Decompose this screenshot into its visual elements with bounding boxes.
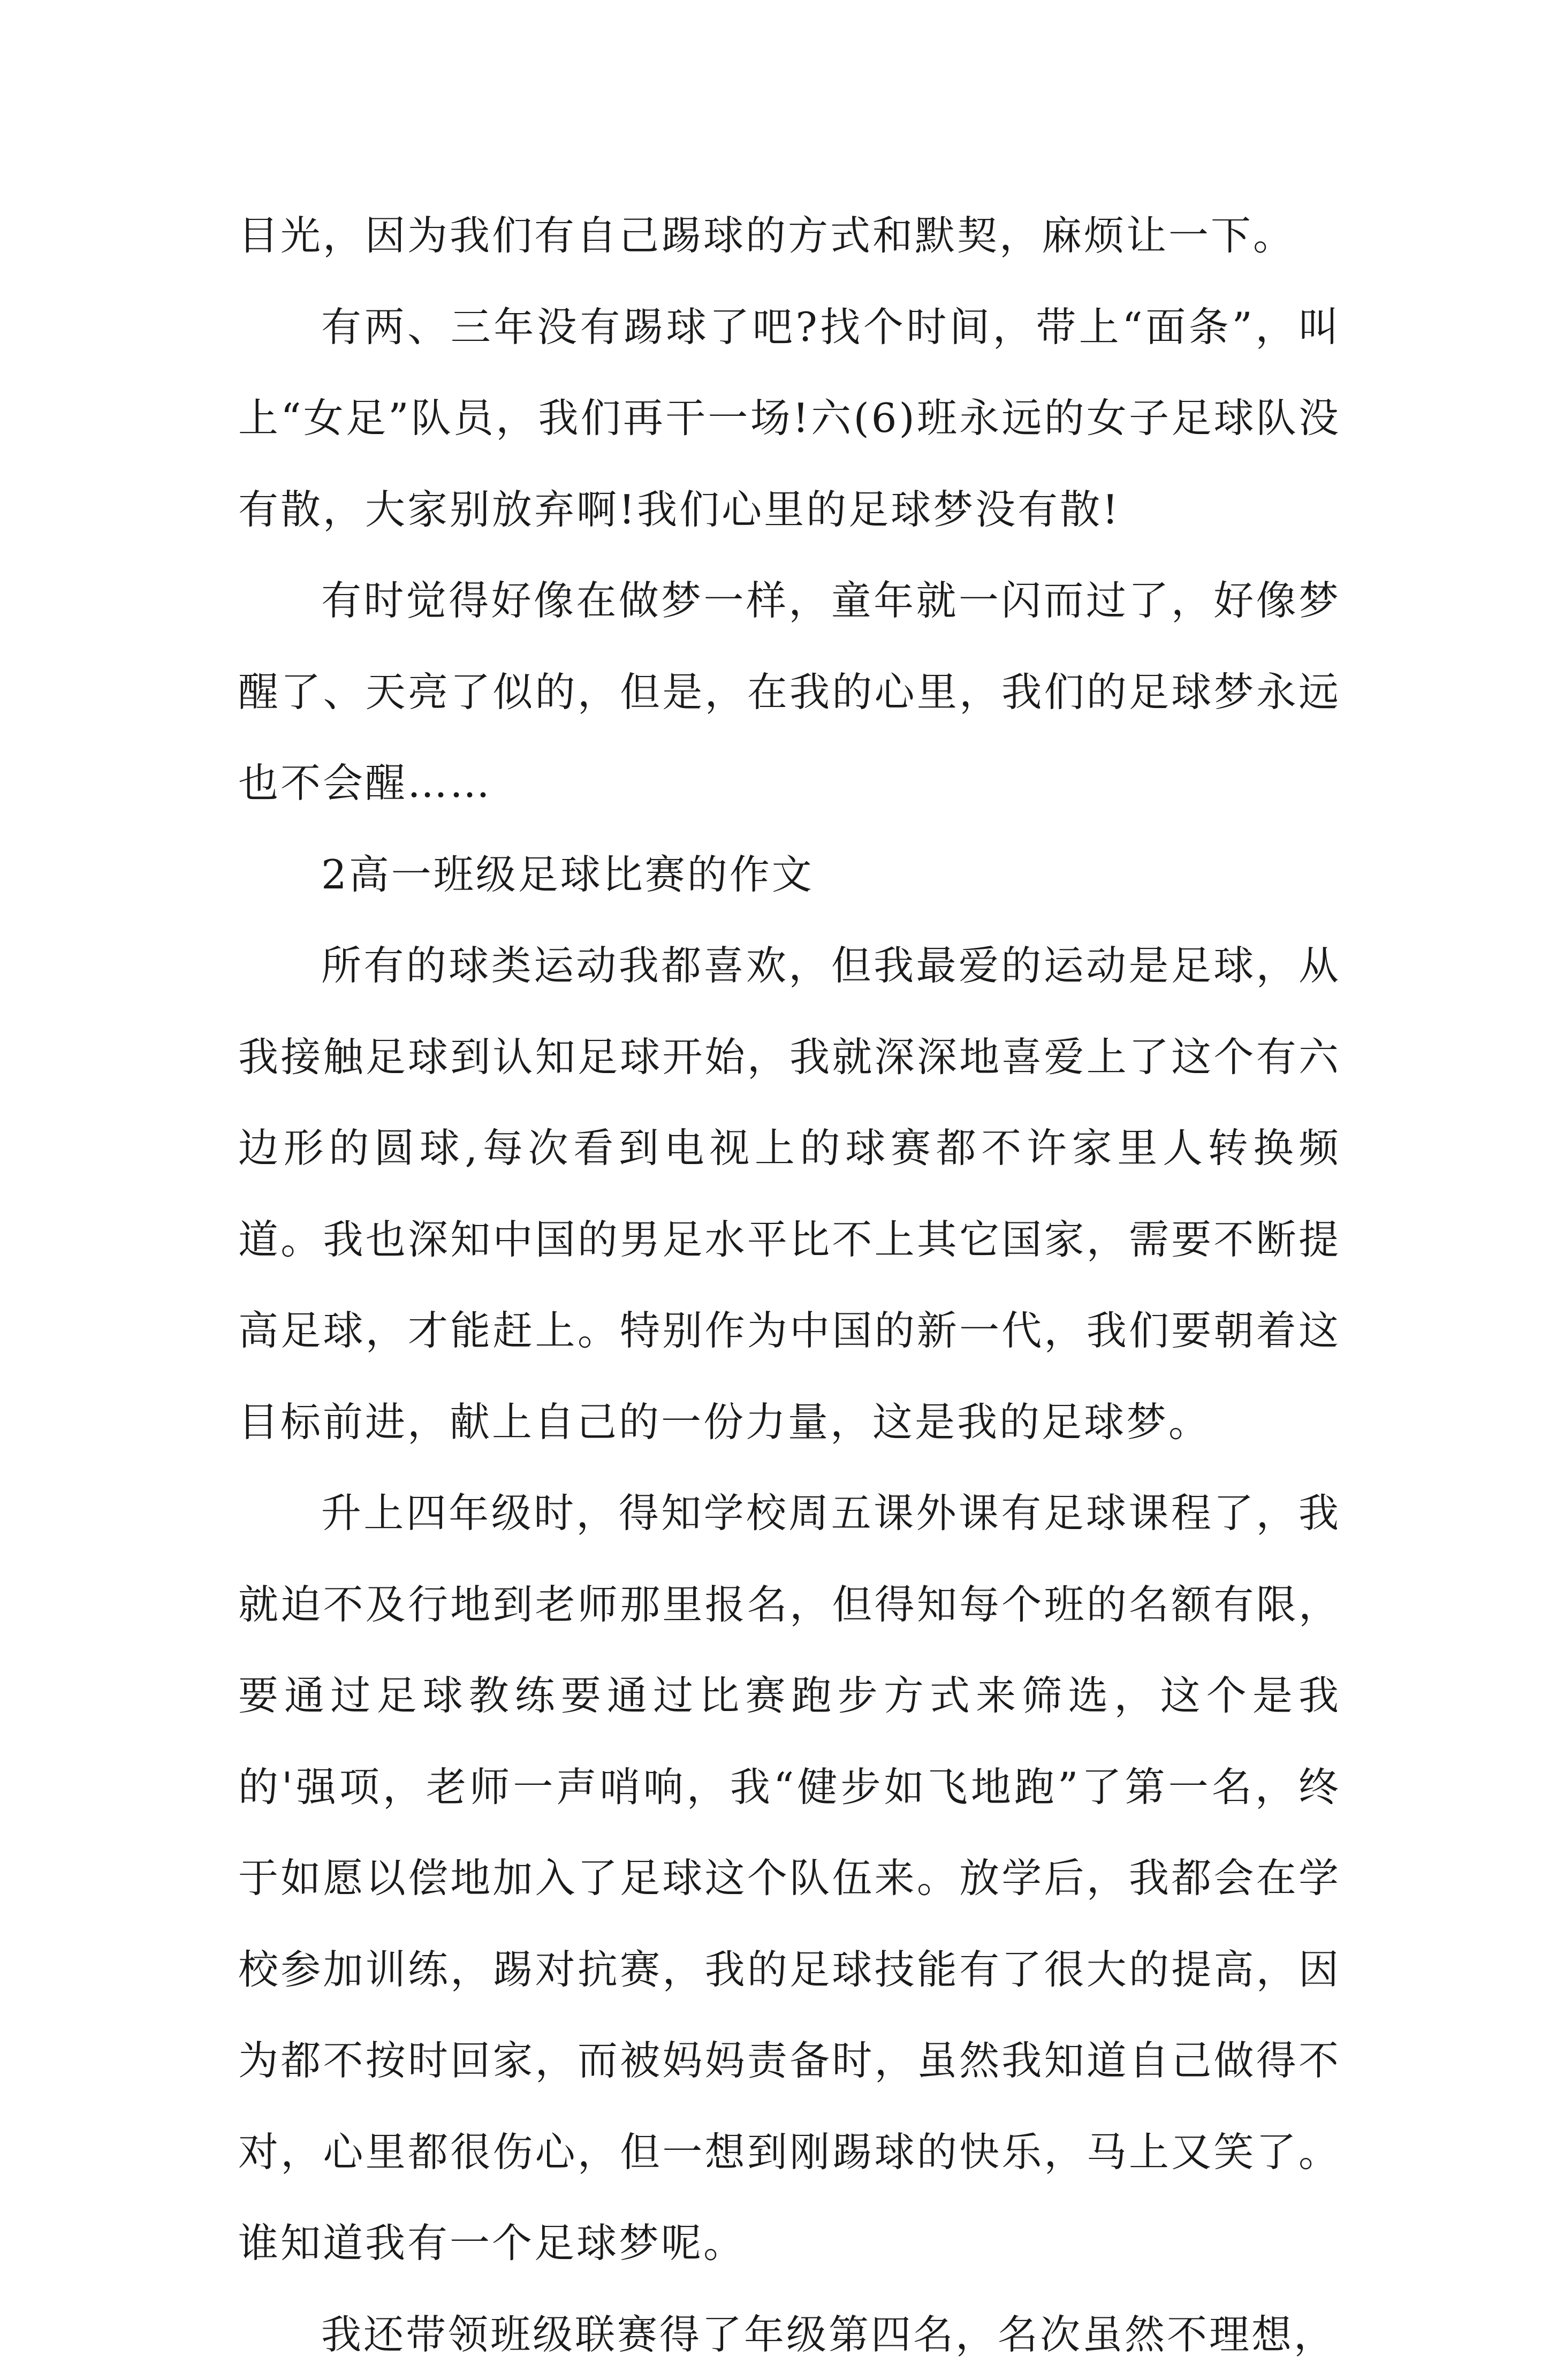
paragraph: 有时觉得好像在做梦一样，童年就一闪而过了，好像梦醒了、天亮了似的，但是，在我的心里，我们的足球梦永远也不会醒…… <box>238 555 1341 829</box>
section-heading: 2高一班级足球比赛的作文 <box>238 829 1341 921</box>
document-body <box>238 190 1341 2380</box>
paragraph: 升上四年级时，得知学校周五课外课有足球课程了，我就迫不及行地到老师那里报名，但得知每个班的名额有限，要通过足球教练要通过比赛跑步方式来筛选，这个是我的'强项，老师一声哨响，我“健步如飞地跑”了第一名，终于如愿以偿地加入了足球这个队伍来。放学后，我都会在学校参加训练，踢对抗赛，我的足球技能有了很大的提高，因为都不按时回家，而被妈妈责备时，虽然我知道自己做得不对，心里都很伤心，但一想到刚踢球的快乐，马上又笑了。谁知道我有一个足球梦呢。 <box>238 1467 1341 2289</box>
paragraph: 我还带领班级联赛得了年级第四名，名次虽然不理想， <box>238 2289 1341 2380</box>
paragraph: 有两、三年没有踢球了吧?找个时间，带上“面条”，叫上“女足”队员，我们再干一场!六(6)班永远的女子足球队没有散，大家别放弃啊!我们心里的足球梦没有散! <box>238 282 1341 556</box>
paragraph-continuation: 目光，因为我们有自己踢球的方式和默契，麻烦让一下。 <box>238 190 1341 282</box>
paragraph: 所有的球类运动我都喜欢，但我最爱的运动是足球，从我接触足球到认知足球开始，我就深深地喜爱上了这个有六边形的圆球,每次看到电视上的球赛都不许家里人转换频道。我也深知中国的男足水平比不上其它国家，需要不断提高足球，才能赶上。特别作为中国的新一代，我们要朝着这目标前进，献上自己的一份力量，这是我的足球梦。 <box>238 920 1341 1467</box>
